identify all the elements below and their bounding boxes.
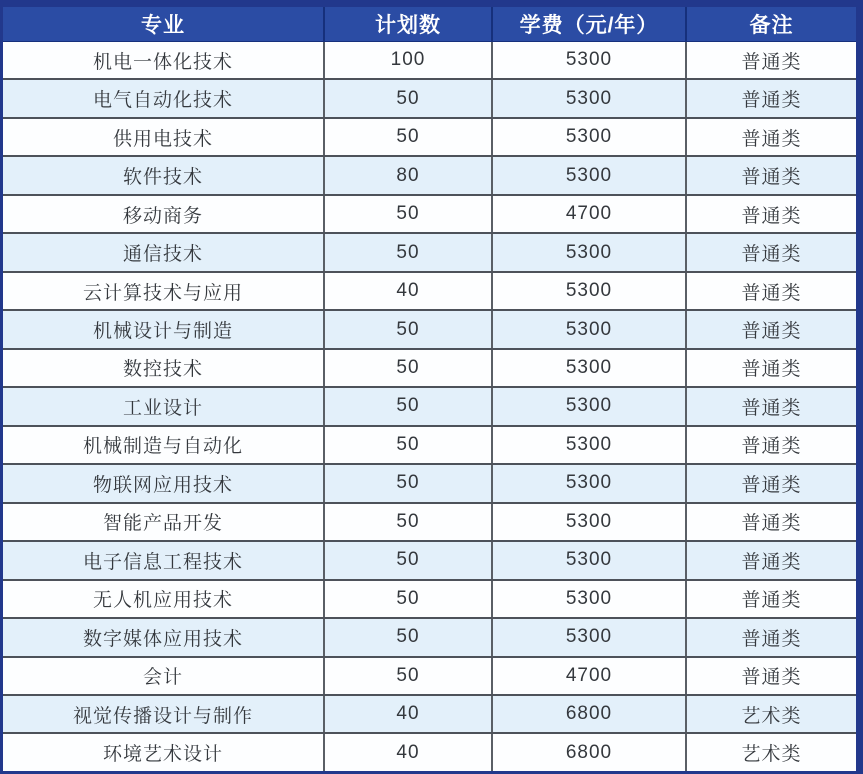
table-row: [3, 619, 856, 657]
plan-cell: 50: [325, 388, 493, 424]
plan-cell: 50: [325, 119, 493, 155]
note-cell: 普通类: [741, 474, 802, 496]
note-cell: 艺术类: [741, 744, 802, 766]
tuition-cell: 5300: [493, 42, 687, 78]
plan-cell: 50: [325, 196, 493, 232]
major-cell: 视觉传播设计与制作: [3, 696, 325, 732]
table-row: [3, 696, 856, 734]
table-row: [3, 42, 856, 80]
column-header-note: 备注: [749, 14, 794, 37]
column-header-tuition: 学费（元/年）: [493, 7, 687, 41]
note-cell: 普通类: [741, 51, 802, 73]
note-cell: 普通类: [741, 244, 802, 266]
note-cell: 普通类: [741, 667, 802, 689]
plan-cell: 40: [325, 273, 493, 309]
note-cell: 普通类: [741, 628, 802, 650]
major-cell: 智能产品开发: [3, 504, 325, 540]
major-cell: 电子信息工程技术: [3, 542, 325, 578]
tuition-cell: 4700: [493, 658, 687, 694]
tuition-cell: 5300: [493, 581, 687, 617]
major-cell: 会计: [3, 658, 325, 694]
tuition-cell: 5300: [493, 234, 687, 270]
tuition-cell: 6800: [493, 696, 687, 732]
major-cell: 环境艺术设计: [3, 734, 325, 770]
column-header-major: 专业: [3, 7, 325, 41]
table-row: [3, 388, 856, 426]
plan-cell: 50: [325, 350, 493, 386]
tuition-cell: 5300: [493, 80, 687, 116]
column-header-plan: 计划数: [325, 7, 493, 41]
note-cell: 普通类: [741, 551, 802, 573]
tuition-cell: 5300: [493, 388, 687, 424]
note-cell: 普通类: [741, 513, 802, 535]
major-cell: 机械制造与自动化: [3, 427, 325, 463]
plan-cell: 50: [325, 619, 493, 655]
note-cell: 普通类: [741, 590, 802, 612]
plan-cell: 80: [325, 157, 493, 193]
plan-cell: 50: [325, 658, 493, 694]
table-row: [3, 119, 856, 157]
table-row: [3, 465, 856, 503]
major-cell: 工业设计: [3, 388, 325, 424]
major-cell: 机械设计与制造: [3, 311, 325, 347]
table-body: [3, 42, 856, 771]
table-row: [3, 427, 856, 465]
major-cell: 通信技术: [3, 234, 325, 270]
major-cell: 供用电技术: [3, 119, 325, 155]
tuition-cell: 4700: [493, 196, 687, 232]
major-cell: 电气自动化技术: [3, 80, 325, 116]
note-cell: 普通类: [741, 436, 802, 458]
plan-cell: 50: [325, 504, 493, 540]
table-row: [3, 196, 856, 234]
table-row: [3, 581, 856, 619]
major-cell: 无人机应用技术: [3, 581, 325, 617]
tuition-cell: 5300: [493, 504, 687, 540]
plan-cell: 50: [325, 427, 493, 463]
note-cell: 普通类: [741, 397, 802, 419]
major-cell: 软件技术: [3, 157, 325, 193]
tuition-cell: 5300: [493, 465, 687, 501]
tuition-cell: 5300: [493, 619, 687, 655]
plan-cell: 50: [325, 581, 493, 617]
tuition-cell: 5300: [493, 350, 687, 386]
table-row: [3, 658, 856, 696]
table-row: [3, 542, 856, 580]
table-row: [3, 80, 856, 118]
plan-cell: 50: [325, 80, 493, 116]
note-cell: 普通类: [741, 128, 802, 150]
tuition-cell: 5300: [493, 273, 687, 309]
plan-cell: 40: [325, 696, 493, 732]
major-cell: 物联网应用技术: [3, 465, 325, 501]
table-row: [3, 350, 856, 388]
table-row: [3, 311, 856, 349]
note-cell: 艺术类: [741, 705, 802, 727]
tuition-cell: 5300: [493, 119, 687, 155]
major-cell: 机电一体化技术: [3, 42, 325, 78]
tuition-cell: 5300: [493, 157, 687, 193]
major-cell: 移动商务: [3, 196, 325, 232]
plan-cell: 50: [325, 542, 493, 578]
note-cell: 普通类: [741, 167, 802, 189]
note-cell: 普通类: [741, 205, 802, 227]
table-row: [3, 273, 856, 311]
tuition-cell: 5300: [493, 542, 687, 578]
tuition-cell: 6800: [493, 734, 687, 770]
table-row: [3, 734, 856, 770]
note-cell: 普通类: [741, 359, 802, 381]
note-cell: 普通类: [741, 282, 802, 304]
plan-cell: 100: [325, 42, 493, 78]
major-cell: 云计算技术与应用: [3, 273, 325, 309]
table-row: [3, 504, 856, 542]
note-cell: 普通类: [741, 90, 802, 112]
plan-cell: 50: [325, 465, 493, 501]
tuition-cell: 5300: [493, 311, 687, 347]
note-cell: 普通类: [741, 321, 802, 343]
major-cell: 数控技术: [3, 350, 325, 386]
table-row: [3, 234, 856, 272]
plan-cell: 50: [325, 234, 493, 270]
tuition-cell: 5300: [493, 427, 687, 463]
plan-cell: 50: [325, 311, 493, 347]
table-row: [3, 157, 856, 195]
table-header-row: [3, 7, 856, 42]
major-cell: 数字媒体应用技术: [3, 619, 325, 655]
plan-cell: 40: [325, 734, 493, 770]
